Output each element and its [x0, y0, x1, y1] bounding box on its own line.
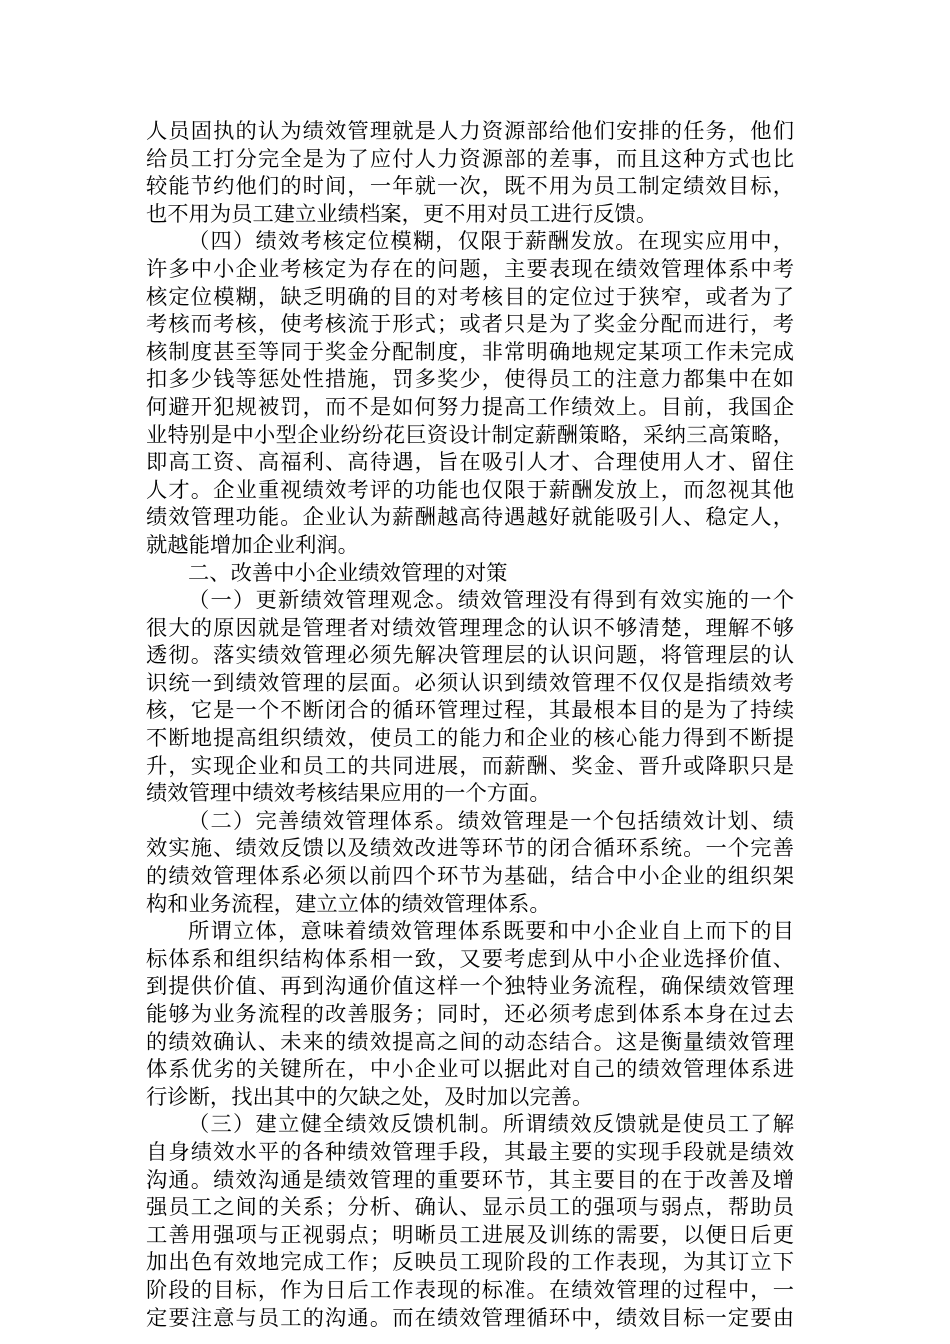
text-line: 核，它是一个不断闭合的循环管理过程，其最根本目的是为了持续: [146, 698, 794, 724]
text-line: 给员工打分完全是为了应付人力资源部的差事，而且这种方式也比: [146, 146, 794, 172]
text-line: 构和业务流程，建立立体的绩效管理体系。: [146, 891, 551, 917]
text-line: 人才。企业重视绩效考评的功能也仅限于薪酬发放上，而忽视其他: [146, 477, 794, 503]
text-line: 阶段的目标，作为日后工作表现的标准。在绩效管理的过程中，一: [146, 1277, 794, 1303]
paragraph: [146, 587, 794, 808]
text-line: 核制度甚至等同于奖金分配制度，非常明确地规定某项工作未完成: [146, 339, 794, 365]
text-line: 所谓立体，意味着绩效管理体系既要和中小企业自上而下的目: [188, 919, 794, 945]
text-line: 扣多少钱等惩处性措施，罚多奖少，使得员工的注意力都集中在如: [146, 367, 794, 393]
text-line: 升，实现企业和员工的共同进展，而薪酬、奖金、晋升或降职只是: [146, 753, 794, 779]
text-line: 加出色有效地完成工作；反映员工现阶段的工作表现，为其订立下: [146, 1250, 794, 1276]
text-line: 不断地提高组织绩效，使员工的能力和企业的核心能力得到不断提: [146, 726, 794, 752]
text-line: 人员固执的认为绩效管理就是人力资源部给他们安排的任务，他们: [146, 119, 794, 144]
text-line: 核定位模糊，缺乏明确的目的对考核目的定位过于狭窄，或者为了: [146, 284, 794, 310]
text-line: 行诊断，找出其中的欠缺之处，及时加以完善。: [146, 1084, 594, 1110]
text-line: 识统一到绩效管理的层面。必须认识到绩效管理不仅仅是指绩效考: [146, 670, 794, 696]
text-line: 强员工之间的关系；分析、确认、显示员工的强项与弱点，帮助员: [146, 1195, 794, 1221]
text-line: 标体系和组织结构体系相一致，又要考虑到从中小企业选择价值、: [146, 946, 794, 972]
text-line: 较能节约他们的时间，一年就一次，既不用为员工制定绩效目标，: [146, 174, 794, 200]
text-line: 透彻。落实绩效管理必须先解决管理层的认识问题，将管理层的认: [146, 643, 794, 669]
text-line: 许多中小企业考核定为存在的问题，主要表现在绩效管理体系中考: [146, 256, 794, 282]
paragraph: [146, 1111, 794, 1332]
text-line: 自身绩效水平的各种绩效管理手段，其最主要的实现手段就是绩效: [146, 1139, 794, 1165]
text-line: 很大的原因就是管理者对绩效管理理念的认识不够清楚，理解不够: [146, 615, 794, 641]
text-line: 绩效管理中绩效考核结果应用的一个方面。: [146, 781, 551, 807]
paragraph: [146, 808, 794, 918]
paragraph: [146, 228, 794, 559]
text-line: 业特别是中小型企业纷纷花巨资设计制定薪酬策略，采纳三高策略，: [146, 422, 794, 448]
text-line: 就越能增加企业利润。: [146, 532, 359, 558]
text-line: 的绩效管理体系必须以前四个环节为基础，结合中小企业的组织架: [146, 864, 794, 890]
text-line: 体系优劣的关键所在，中小企业可以据此对自己的绩效管理体系进: [146, 1057, 794, 1083]
text-line: 沟通。绩效沟通是绩效管理的重要环节，其主要目的在于改善及增: [146, 1167, 794, 1193]
text-line: 效实施、绩效反馈以及绩效改进等环节的闭合循环系统。一个完善: [146, 836, 794, 862]
paragraph: [146, 118, 794, 228]
text-line: （二）完善绩效管理体系。绩效管理是一个包括绩效计划、绩: [188, 808, 794, 834]
text-line: 何避开犯规被罚，而不是如何努力提高工作绩效上。目前，我国企: [146, 394, 794, 420]
text-line: 的绩效确认、未来的绩效提高之间的动态结合。这是衡量绩效管理: [146, 1029, 794, 1055]
paragraph: [146, 560, 794, 588]
text-line: 考核而考核，使考核流于形式；或者只是为了奖金分配而进行，考: [146, 312, 794, 338]
text-line: 定要注意与员工的沟通。而在绩效管理循环中，绩效目标一定要由: [146, 1305, 794, 1331]
text-line: 工善用强项与正视弱点；明晰员工进展及训练的需要，以便日后更: [146, 1222, 794, 1248]
text-line: 二、改善中小企业绩效管理的对策: [188, 560, 508, 586]
text-line: （一）更新绩效管理观念。绩效管理没有得到有效实施的一个: [188, 588, 794, 614]
text-line: 能够为业务流程的改善服务；同时，还必须考虑到体系本身在过去: [146, 1002, 794, 1027]
text-line: （四）绩效考核定位模糊，仅限于薪酬发放。在现实应用中，: [188, 229, 794, 255]
paragraph: [146, 918, 794, 1111]
text-line: （三）建立健全绩效反馈机制。所谓绩效反馈就是使员工了解: [188, 1112, 794, 1138]
document-body: [146, 118, 794, 1332]
text-line: 即高工资、高福利、高待遇，旨在吸引人才、合理使用人才、留住: [146, 450, 794, 476]
text-line: 也不用为员工建立业绩档案，更不用对员工进行反馈。: [146, 201, 658, 227]
text-line: 到提供价值、再到沟通价值这样一个独特业务流程，确保绩效管理: [146, 974, 794, 1000]
text-line: 绩效管理功能。企业认为薪酬越高待遇越好就能吸引人、稳定人，: [146, 505, 794, 531]
